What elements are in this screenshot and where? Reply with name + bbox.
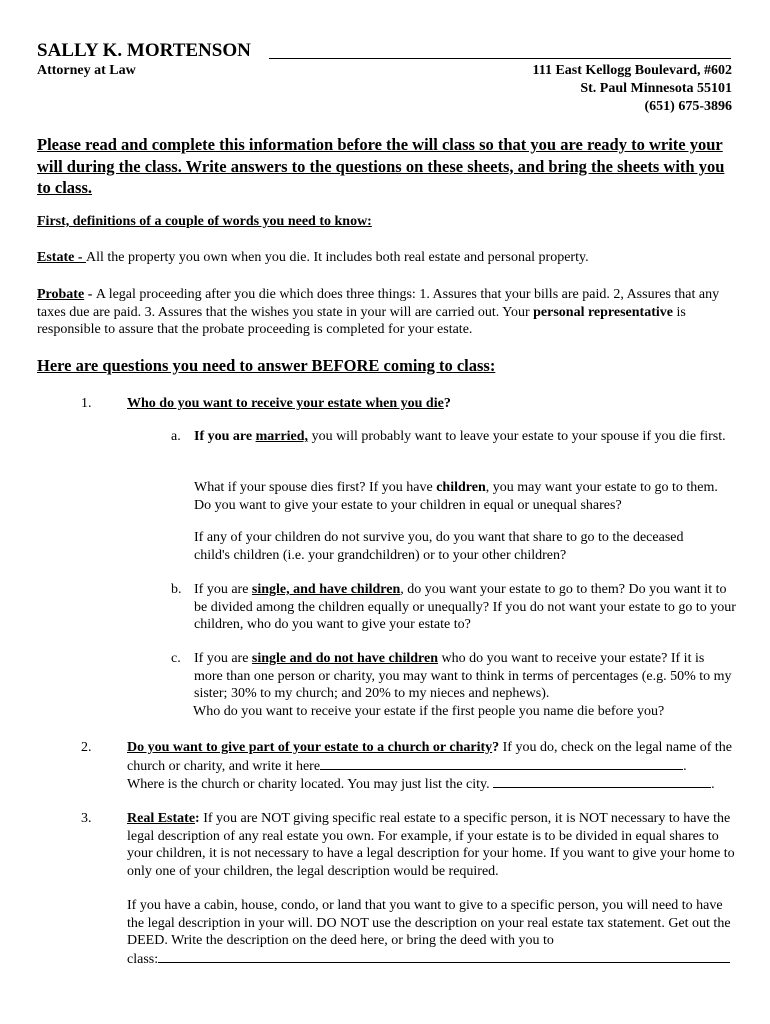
- q1b-1: If you are: [194, 582, 252, 597]
- intro-instructions: Please read and complete this information before the will class so that you are ready to write your will during the class. Write answers to the questions on these sheets, and bring the sheets with you to class.: [37, 135, 725, 197]
- question-1b-label: b.: [171, 582, 182, 597]
- question-3-text: [127, 810, 737, 880]
- q1c-single-no-children: single and do not have children: [251, 651, 438, 666]
- question-1c-label: c.: [171, 651, 181, 666]
- question-1-title-text: Who do you want to receive your estate when you die: [127, 396, 444, 411]
- question-2-title-end: ?: [492, 740, 500, 755]
- question-3-title-end: :: [195, 811, 200, 826]
- question-2-end-1: .: [683, 758, 687, 774]
- q1b-single-with-children: single, and have children: [251, 582, 401, 597]
- estate-definition: [37, 249, 734, 267]
- question-1-title: [127, 395, 727, 413]
- estate-text: All the property you own when you die. It includes both real estate and personal property.: [86, 250, 589, 265]
- probate-dash: -: [84, 287, 96, 302]
- question-3-class-label: class:: [127, 951, 159, 967]
- q1a-p2-2: , you may want your estate to go to them. Do you want to give your estate to your children in equal or unequal shares?: [194, 480, 718, 513]
- question-1c-followup: Who do you want to receive your estate if the first people you name die before you?: [193, 704, 665, 719]
- q1a-p2-children: children: [436, 480, 486, 495]
- q1c-1: If you are: [194, 651, 252, 666]
- question-2-number: 2.: [81, 740, 92, 755]
- question-1b-text: [194, 581, 736, 634]
- q1a-p2-1: What if your spouse dies first? If you have: [194, 480, 437, 495]
- question-3-paragraph-2: [127, 897, 737, 968]
- probate-term: Probate: [37, 287, 85, 302]
- office-address: [532, 62, 732, 116]
- question-2-end-2: .: [711, 777, 715, 792]
- question-1a-paragraph-2: [194, 479, 722, 514]
- question-2-text-1: If you do, check on the legal name of the church or charity, and write it here: [127, 740, 732, 774]
- name-underline-rule: [269, 58, 731, 59]
- q1a-bold-1: If you are: [194, 429, 256, 444]
- letterhead-name-row: [37, 40, 731, 62]
- question-1c-text: [194, 650, 736, 703]
- attorney-name: SALLY K. MORTENSON: [37, 40, 251, 61]
- deed-description-field[interactable]: [158, 950, 730, 963]
- question-3-text-1: If you are NOT giving specific real estate to a specific person, it is NOT necessary to have the legal description of any real estate you own. For example, if your estate is to be divided in equal shares to your children, it is not necessary to have a legal description for your home. If you want to give your home to only one of your children, the legal description would be required.: [127, 811, 735, 879]
- address-city: St. Paul Minnesota 55101: [580, 81, 732, 96]
- question-1a-paragraph-3: If any of your children do not survive you, do you want that share to go to the deceased child's children (i.e. your grandchildren) or to your other children?: [194, 530, 684, 563]
- charity-name-field[interactable]: [320, 757, 683, 770]
- question-1-title-end: ?: [443, 396, 451, 411]
- question-2-title: Do you want to give part of your estate to a church or charity: [127, 740, 493, 755]
- q1c-2: who do you want to receive your estate? If it is more than one person or charity, you may want to think in terms of percentages (e.g. 50% to my sister; 30% to my church; and 20% to my nieces and nephews).: [194, 651, 732, 701]
- definitions-heading: First, definitions of a couple of words you need to know:: [37, 214, 372, 229]
- question-1-number: 1.: [81, 396, 92, 411]
- question-2-text-2: Where is the church or charity located. You may just list the city.: [127, 777, 494, 792]
- questions-heading: Here are questions you need to answer BEFORE coming to class:: [37, 356, 496, 375]
- question-3-number: 3.: [81, 811, 92, 826]
- q1a-bold-married: married,: [255, 429, 309, 444]
- estate-term: Estate -: [37, 250, 86, 265]
- question-1a-label: a.: [171, 429, 181, 444]
- question-1a-text: [194, 428, 734, 446]
- personal-representative-term: personal representative: [533, 304, 673, 320]
- address-phone: (651) 675-3896: [644, 99, 732, 114]
- probate-definition: [37, 286, 734, 339]
- question-2-text: [127, 739, 735, 794]
- q1b-2: , do you want your estate to go to them? Do you want it to be divided among the children equally or unequally? If you do not want your estate to go to your children, who do you want to give your estate to?: [194, 582, 736, 632]
- charity-location-field[interactable]: [493, 775, 711, 788]
- attorney-title: Attorney at Law: [37, 63, 136, 78]
- probate-text-1: A legal proceeding after you die which does three things: 1. Assures that your bills are paid. 2, Assures that any taxes due are paid. 3. Assures that the wishes you state in your will are carried out. Your: [37, 287, 720, 320]
- question-3-title: Real Estate: [127, 811, 196, 826]
- q1a-text: you will probably want to leave your estate to your spouse if you die first.: [308, 429, 726, 444]
- probate-text-2: is responsible to assure that the probate proceeding is completed for your estate.: [37, 304, 686, 337]
- address-street: 111 East Kellogg Boulevard, #602: [532, 63, 732, 78]
- question-3-text-2: If you have a cabin, house, condo, or land that you want to give to a specific person, you will need to have the legal description in your will. DO NOT use the description on your real estate tax statement. Get out the DEED. Write the description on the deed here, or bring the deed with you to: [127, 898, 731, 948]
